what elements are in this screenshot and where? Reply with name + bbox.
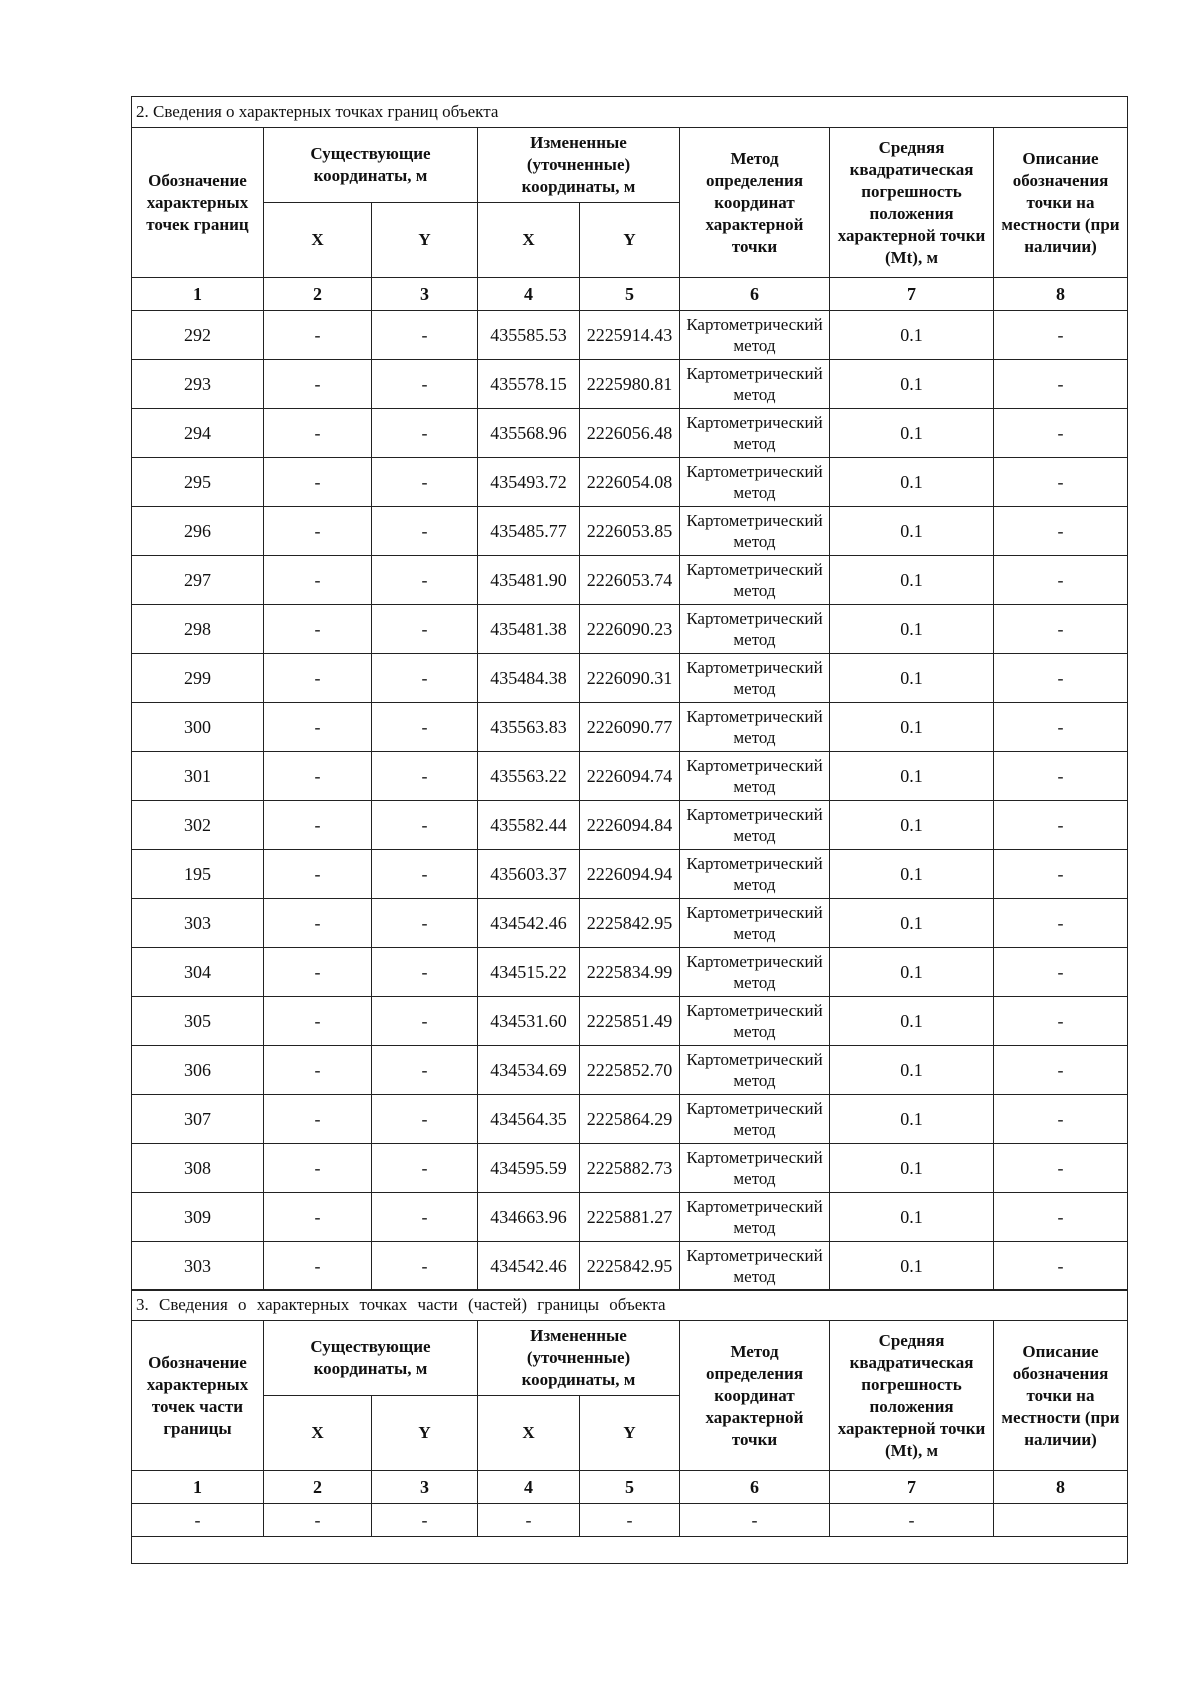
changed-y-cell: 2226090.31	[580, 653, 680, 702]
method-cell: Картометрический метод	[680, 310, 830, 359]
existing-y-cell: -	[372, 555, 478, 604]
changed-x-cell: 434531.60	[478, 996, 580, 1045]
point-number-cell: 308	[132, 1143, 264, 1192]
table-row	[132, 947, 1128, 996]
existing-x-cell: -	[264, 800, 372, 849]
changed-y-cell: 2225852.70	[580, 1045, 680, 1094]
existing-x-cell: -	[264, 898, 372, 947]
error-cell: 0.1	[830, 506, 994, 555]
method-cell: Картометрический метод	[680, 555, 830, 604]
table-row	[132, 800, 1128, 849]
existing-y-cell: -	[372, 1192, 478, 1241]
blank-cell	[132, 1537, 1128, 1564]
existing-y-cell: -	[372, 898, 478, 947]
method-cell: Картометрический метод	[680, 1094, 830, 1143]
changed-x-cell: 435578.15	[478, 359, 580, 408]
description-cell: -	[994, 1143, 1128, 1192]
existing-x-cell: -	[264, 506, 372, 555]
changed-y-cell: 2225881.27	[580, 1192, 680, 1241]
header-changed-x: X	[478, 203, 580, 278]
method-cell: Картометрический метод	[680, 1045, 830, 1094]
existing-y-cell: -	[372, 849, 478, 898]
section-3-empty-row	[132, 1504, 1128, 1537]
changed-x-cell: 435493.72	[478, 457, 580, 506]
section-3-table	[131, 1289, 1128, 1564]
point-number-cell: 296	[132, 506, 264, 555]
changed-x-cell: 435481.38	[478, 604, 580, 653]
changed-y-cell: 2225842.95	[580, 1241, 680, 1290]
changed-y-cell: 2225914.43	[580, 310, 680, 359]
column-number: 3	[372, 1471, 478, 1504]
existing-y-cell: -	[372, 604, 478, 653]
changed-x-cell: 434595.59	[478, 1143, 580, 1192]
section-2-data-table	[131, 310, 1128, 1291]
table-row	[132, 359, 1128, 408]
changed-x-cell: 435563.83	[478, 702, 580, 751]
point-number-cell: 305	[132, 996, 264, 1045]
existing-x-cell: -	[264, 996, 372, 1045]
changed-y-cell: 2226090.77	[580, 702, 680, 751]
header-method: Метод определения координат характерной точки	[680, 128, 830, 278]
description-cell: -	[994, 996, 1128, 1045]
column-number: 8	[994, 278, 1128, 311]
point-number-cell: 293	[132, 359, 264, 408]
table-row	[132, 408, 1128, 457]
section-3-column-numbers	[132, 1471, 1128, 1504]
method-cell: Картометрический метод	[680, 849, 830, 898]
changed-y-cell: 2225980.81	[580, 359, 680, 408]
description-cell: -	[994, 408, 1128, 457]
method-cell: Картометрический метод	[680, 1192, 830, 1241]
column-number: 4	[478, 278, 580, 311]
point-number-cell: 299	[132, 653, 264, 702]
description-cell: -	[994, 555, 1128, 604]
section-2-header-row	[132, 128, 1128, 203]
description-cell: -	[994, 457, 1128, 506]
existing-x-cell: -	[264, 604, 372, 653]
header-existing-y: Y	[372, 1396, 478, 1471]
header-description: Описание обозначения точки на местности (при наличии)	[994, 1321, 1128, 1471]
changed-x-cell: 435563.22	[478, 751, 580, 800]
existing-y-cell: -	[372, 1241, 478, 1290]
table-cell: -	[132, 1504, 264, 1537]
method-cell: Картометрический метод	[680, 457, 830, 506]
existing-y-cell: -	[372, 996, 478, 1045]
changed-x-cell: 435603.37	[478, 849, 580, 898]
existing-y-cell: -	[372, 947, 478, 996]
table-row	[132, 1241, 1128, 1290]
table-row	[132, 604, 1128, 653]
table-row	[132, 1045, 1128, 1094]
header-changed-coordinates: Измененные (уточненные) координаты, м	[478, 128, 680, 203]
error-cell: 0.1	[830, 359, 994, 408]
existing-x-cell: -	[264, 1241, 372, 1290]
existing-y-cell: -	[372, 457, 478, 506]
error-cell: 0.1	[830, 1143, 994, 1192]
existing-x-cell: -	[264, 1143, 372, 1192]
description-cell: -	[994, 849, 1128, 898]
description-cell: -	[994, 702, 1128, 751]
table-cell: -	[264, 1504, 372, 1537]
existing-x-cell: -	[264, 310, 372, 359]
changed-x-cell: 434663.96	[478, 1192, 580, 1241]
error-cell: 0.1	[830, 898, 994, 947]
method-cell: Картометрический метод	[680, 359, 830, 408]
existing-x-cell: -	[264, 408, 372, 457]
existing-x-cell: -	[264, 1045, 372, 1094]
point-number-cell: 309	[132, 1192, 264, 1241]
existing-y-cell: -	[372, 1045, 478, 1094]
changed-x-cell: 435485.77	[478, 506, 580, 555]
changed-y-cell: 2226054.08	[580, 457, 680, 506]
header-existing-coordinates: Существующие координаты, м	[264, 1321, 478, 1396]
changed-x-cell: 435568.96	[478, 408, 580, 457]
changed-y-cell: 2225882.73	[580, 1143, 680, 1192]
method-cell: Картометрический метод	[680, 408, 830, 457]
existing-y-cell: -	[372, 751, 478, 800]
method-cell: Картометрический метод	[680, 604, 830, 653]
column-number: 7	[830, 1471, 994, 1504]
existing-y-cell: -	[372, 1094, 478, 1143]
table-row	[132, 310, 1128, 359]
section-3-blank-row	[132, 1537, 1128, 1564]
method-cell: Картометрический метод	[680, 702, 830, 751]
error-cell: 0.1	[830, 1045, 994, 1094]
error-cell: 0.1	[830, 1241, 994, 1290]
existing-x-cell: -	[264, 457, 372, 506]
column-number: 8	[994, 1471, 1128, 1504]
existing-y-cell: -	[372, 653, 478, 702]
description-cell: -	[994, 310, 1128, 359]
changed-y-cell: 2226094.74	[580, 751, 680, 800]
description-cell: -	[994, 1045, 1128, 1094]
description-cell: -	[994, 800, 1128, 849]
point-number-cell: 295	[132, 457, 264, 506]
column-number: 1	[132, 278, 264, 311]
point-number-cell: 307	[132, 1094, 264, 1143]
header-changed-y: Y	[580, 203, 680, 278]
table-row	[132, 555, 1128, 604]
table-row	[132, 849, 1128, 898]
description-cell: -	[994, 898, 1128, 947]
existing-y-cell: -	[372, 408, 478, 457]
existing-x-cell: -	[264, 555, 372, 604]
header-description: Описание обозначения точки на местности (при наличии)	[994, 128, 1128, 278]
description-cell: -	[994, 947, 1128, 996]
existing-x-cell: -	[264, 702, 372, 751]
header-changed-coordinates: Измененные (уточненные) координаты, м	[478, 1321, 680, 1396]
point-number-cell: 294	[132, 408, 264, 457]
column-number: 6	[680, 1471, 830, 1504]
changed-y-cell: 2226094.94	[580, 849, 680, 898]
point-number-cell: 306	[132, 1045, 264, 1094]
changed-x-cell: 435484.38	[478, 653, 580, 702]
header-error: Средняя квадратическая погрешность положения характерной точки (Mt), м	[830, 128, 994, 278]
changed-y-cell: 2226094.84	[580, 800, 680, 849]
description-cell: -	[994, 1241, 1128, 1290]
table-row	[132, 751, 1128, 800]
changed-x-cell: 434564.35	[478, 1094, 580, 1143]
changed-y-cell: 2225842.95	[580, 898, 680, 947]
existing-y-cell: -	[372, 310, 478, 359]
point-number-cell: 292	[132, 310, 264, 359]
existing-x-cell: -	[264, 751, 372, 800]
table-cell: -	[478, 1504, 580, 1537]
point-number-cell: 195	[132, 849, 264, 898]
existing-y-cell: -	[372, 359, 478, 408]
changed-y-cell: 2226053.85	[580, 506, 680, 555]
column-number: 1	[132, 1471, 264, 1504]
header-existing-y: Y	[372, 203, 478, 278]
table-row	[132, 506, 1128, 555]
table-cell: -	[580, 1504, 680, 1537]
existing-y-cell: -	[372, 702, 478, 751]
header-error: Средняя квадратическая погрешность положения характерной точки (Mt), м	[830, 1321, 994, 1471]
error-cell: 0.1	[830, 653, 994, 702]
existing-y-cell: -	[372, 506, 478, 555]
table-cell: -	[830, 1504, 994, 1537]
table-row	[132, 996, 1128, 1045]
changed-y-cell: 2226056.48	[580, 408, 680, 457]
description-cell: -	[994, 604, 1128, 653]
table-row	[132, 457, 1128, 506]
description-cell: -	[994, 359, 1128, 408]
error-cell: 0.1	[830, 457, 994, 506]
section-3-title: 3. Сведения о характерных точках части (частей) границы объекта	[132, 1290, 1128, 1321]
method-cell: Картометрический метод	[680, 751, 830, 800]
section-3-header-row	[132, 1321, 1128, 1396]
error-cell: 0.1	[830, 1192, 994, 1241]
existing-x-cell: -	[264, 947, 372, 996]
existing-x-cell: -	[264, 849, 372, 898]
header-changed-y: Y	[580, 1396, 680, 1471]
error-cell: 0.1	[830, 751, 994, 800]
points-table	[131, 96, 1128, 311]
method-cell: Картометрический метод	[680, 996, 830, 1045]
column-number: 5	[580, 278, 680, 311]
column-number: 2	[264, 1471, 372, 1504]
changed-y-cell: 2225864.29	[580, 1094, 680, 1143]
existing-x-cell: -	[264, 1192, 372, 1241]
document-page	[131, 96, 1127, 1564]
section-2-title: 2. Сведения о характерных точках границ объекта	[132, 97, 1128, 128]
error-cell: 0.1	[830, 408, 994, 457]
error-cell: 0.1	[830, 849, 994, 898]
existing-x-cell: -	[264, 653, 372, 702]
changed-x-cell: 435585.53	[478, 310, 580, 359]
method-cell: Картометрический метод	[680, 1143, 830, 1192]
existing-y-cell: -	[372, 1143, 478, 1192]
section-3-title-row	[132, 1290, 1128, 1321]
header-existing-x: X	[264, 203, 372, 278]
description-cell: -	[994, 1192, 1128, 1241]
column-number: 3	[372, 278, 478, 311]
error-cell: 0.1	[830, 555, 994, 604]
header-existing-x: X	[264, 1396, 372, 1471]
method-cell: Картометрический метод	[680, 1241, 830, 1290]
table-row	[132, 1192, 1128, 1241]
changed-x-cell: 434542.46	[478, 1241, 580, 1290]
table-row	[132, 653, 1128, 702]
error-cell: 0.1	[830, 800, 994, 849]
method-cell: Картометрический метод	[680, 947, 830, 996]
error-cell: 0.1	[830, 310, 994, 359]
error-cell: 0.1	[830, 996, 994, 1045]
column-number: 2	[264, 278, 372, 311]
point-number-cell: 298	[132, 604, 264, 653]
existing-x-cell: -	[264, 1094, 372, 1143]
changed-y-cell: 2225834.99	[580, 947, 680, 996]
changed-x-cell: 434534.69	[478, 1045, 580, 1094]
changed-x-cell: 434515.22	[478, 947, 580, 996]
error-cell: 0.1	[830, 1094, 994, 1143]
point-number-cell: 302	[132, 800, 264, 849]
point-number-cell: 297	[132, 555, 264, 604]
existing-y-cell: -	[372, 800, 478, 849]
table-row	[132, 1094, 1128, 1143]
changed-y-cell: 2225851.49	[580, 996, 680, 1045]
column-number: 7	[830, 278, 994, 311]
existing-x-cell: -	[264, 359, 372, 408]
header-designation: Обозначение характерных точек границ	[132, 128, 264, 278]
changed-x-cell: 435582.44	[478, 800, 580, 849]
method-cell: Картометрический метод	[680, 800, 830, 849]
point-number-cell: 303	[132, 898, 264, 947]
description-cell: -	[994, 653, 1128, 702]
error-cell: 0.1	[830, 947, 994, 996]
changed-y-cell: 2226053.74	[580, 555, 680, 604]
changed-x-cell: 435481.90	[478, 555, 580, 604]
error-cell: 0.1	[830, 702, 994, 751]
description-cell: -	[994, 506, 1128, 555]
point-number-cell: 301	[132, 751, 264, 800]
table-row	[132, 1143, 1128, 1192]
method-cell: Картометрический метод	[680, 506, 830, 555]
table-cell: -	[372, 1504, 478, 1537]
description-cell: -	[994, 751, 1128, 800]
point-number-cell: 303	[132, 1241, 264, 1290]
method-cell: Картометрический метод	[680, 898, 830, 947]
changed-y-cell: 2226090.23	[580, 604, 680, 653]
header-existing-coordinates: Существующие координаты, м	[264, 128, 478, 203]
table-cell	[994, 1504, 1128, 1537]
section-2-column-numbers	[132, 278, 1128, 311]
header-changed-x: X	[478, 1396, 580, 1471]
changed-x-cell: 434542.46	[478, 898, 580, 947]
table-row	[132, 702, 1128, 751]
section-2-title-row	[132, 97, 1128, 128]
column-number: 6	[680, 278, 830, 311]
error-cell: 0.1	[830, 604, 994, 653]
table-cell: -	[680, 1504, 830, 1537]
method-cell: Картометрический метод	[680, 653, 830, 702]
point-number-cell: 300	[132, 702, 264, 751]
description-cell: -	[994, 1094, 1128, 1143]
point-number-cell: 304	[132, 947, 264, 996]
header-designation: Обозначение характерных точек части границы	[132, 1321, 264, 1471]
table-row	[132, 898, 1128, 947]
header-method: Метод определения координат характерной точки	[680, 1321, 830, 1471]
column-number: 5	[580, 1471, 680, 1504]
column-number: 4	[478, 1471, 580, 1504]
